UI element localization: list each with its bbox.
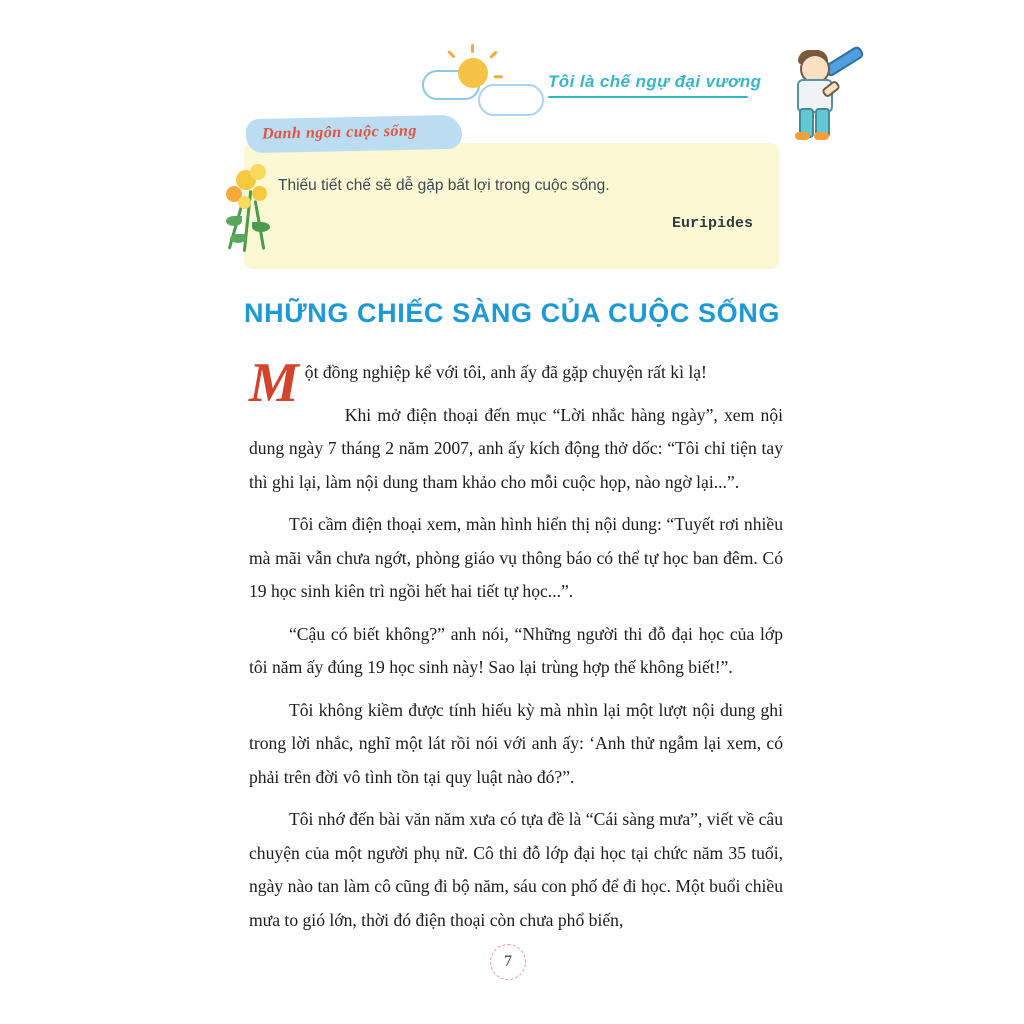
paragraph bbox=[249, 508, 783, 609]
running-head-title: Tôi là chế ngự đại vương bbox=[548, 72, 762, 91]
flower-bouquet-icon bbox=[214, 160, 294, 260]
paragraph bbox=[249, 803, 783, 937]
paragraph bbox=[249, 352, 783, 414]
quote-author: Euripides bbox=[672, 215, 754, 232]
paragraph-text: “Cậu có biết không?” anh nói, “Những người thi đỗ đại học của lớp tôi năm ấy đúng 19 học sinh này! Sao lại trùng hợp thế không biết!”. bbox=[249, 623, 783, 677]
paragraph-text: Tôi không kiềm được tính hiếu kỳ mà nhìn lại một lượt nội dung ghi trong lời nhắc, nghĩ một lát rồi nói với anh ấy: ‘Anh thử ngẫm lại xem, có phải trên đời vô tình tồn tại quy luật nào đó?”. bbox=[249, 699, 783, 787]
paragraph-text: ột đồng nghiệp kể với tôi, anh ấy đã gặp chuyện rất kì lạ! bbox=[304, 362, 707, 382]
boy-with-bat-icon bbox=[780, 44, 850, 144]
paragraph bbox=[249, 618, 783, 685]
quote-box bbox=[244, 143, 779, 269]
paragraph bbox=[249, 694, 783, 795]
page-number-badge bbox=[490, 944, 530, 984]
article-title: NHỮNG CHIẾC SÀNG CỦA CUỘC SỐNG bbox=[244, 298, 780, 328]
quote-ribbon-label: Danh ngôn cuộc sống bbox=[261, 122, 418, 143]
paragraph bbox=[249, 399, 783, 500]
paragraph-text: Tôi cầm điện thoại xem, màn hình hiển thị nội dung: “Tuyết rơi nhiều mà mãi vẫn chưa ngớt, phòng giáo vụ thông báo có thể tự học ban đêm. Có 19 học sinh kiên trì ngồi hết hai tiết tự học...”. bbox=[249, 514, 783, 601]
running-head-underline bbox=[548, 96, 748, 98]
article-body bbox=[249, 352, 783, 946]
paragraph-text: Tôi nhớ đến bài văn năm xưa có tựa đề là “Cái sàng mưa”, viết về câu chuyện của một người phụ nữ. Cô thi đỗ lớp đại học tại chức năm 35 tuổi, ngày nào tan làm cô cũng đi bộ năm, sáu con phố để đi học. Một buổi chiều mưa to gió lớn, thời đó điện thoại còn chưa phổ biến, bbox=[249, 809, 783, 930]
paragraph-text: Khi mở điện thoại đến mục “Lời nhắc hàng ngày”, xem nội dung ngày 7 tháng 2 năm 2007, anh ấy kích động thở dốc: “Tôi chỉ tiện tay thì ghi lại, làm nội dung tham khảo cho mỗi cuộc họp, nào ngờ lại...”. bbox=[249, 404, 783, 492]
drop-cap: M bbox=[249, 352, 299, 414]
quote-text: Thiếu tiết chế sẽ dễ gặp bất lợi trong cuộc sống. bbox=[278, 177, 610, 194]
page-header bbox=[0, 26, 1024, 136]
page-number: 7 bbox=[504, 953, 512, 970]
